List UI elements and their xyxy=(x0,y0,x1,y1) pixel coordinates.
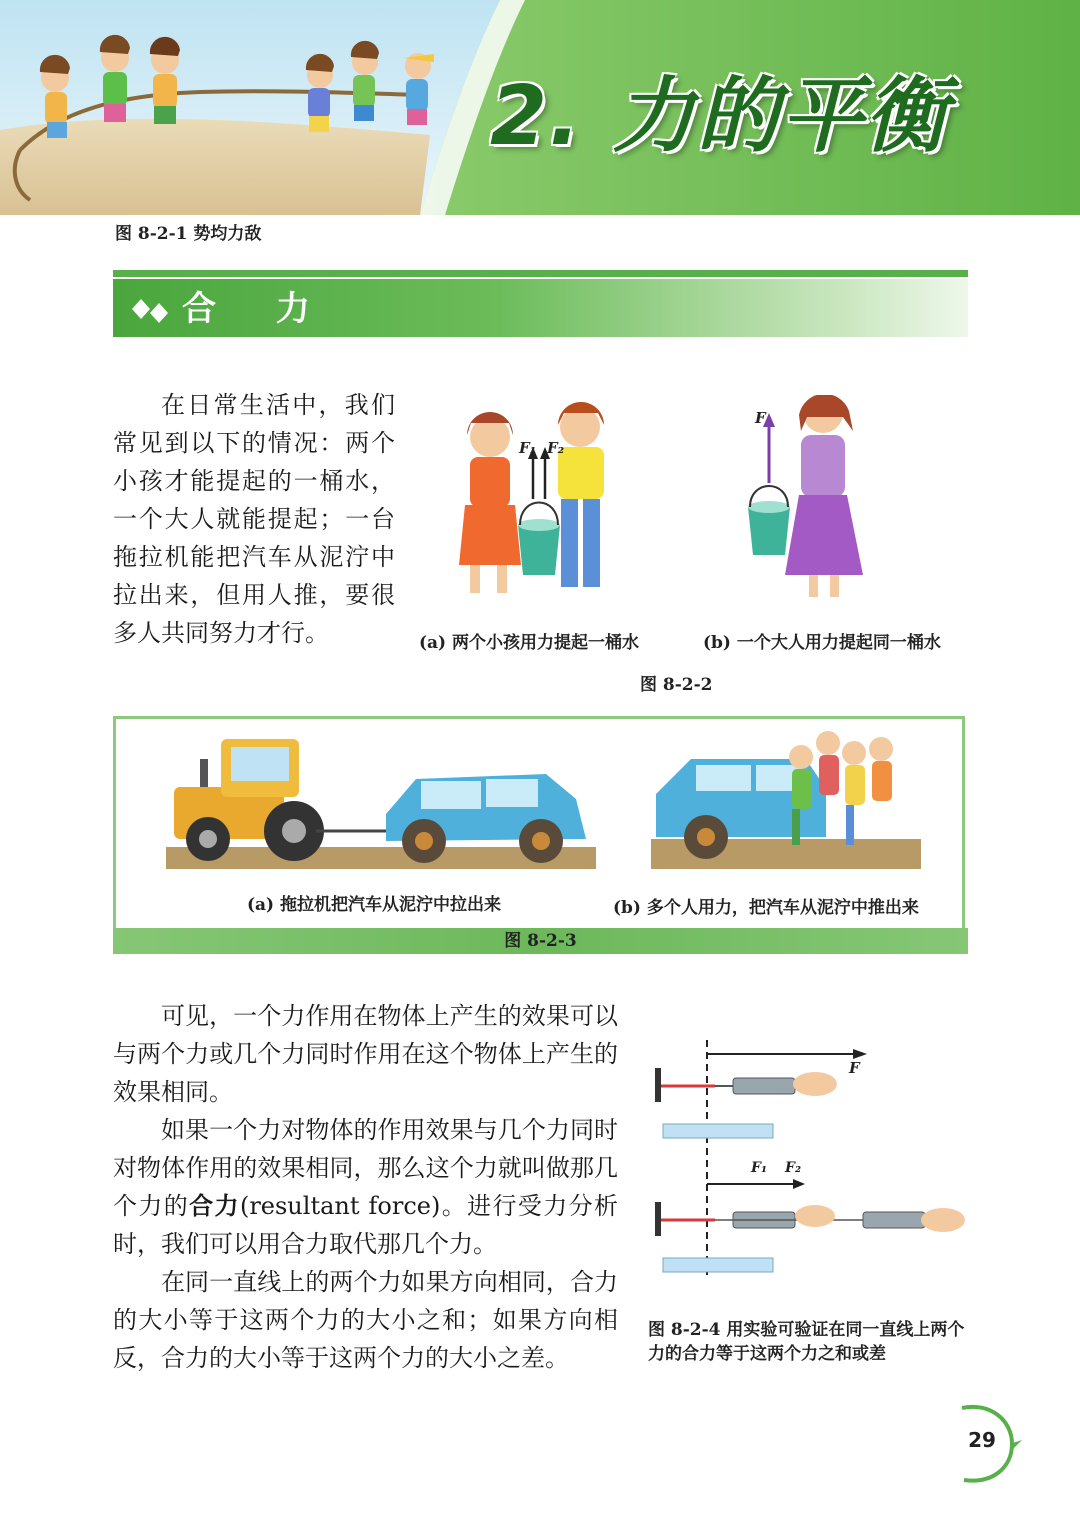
force-label-f: F xyxy=(755,409,766,427)
diamond-bullet-icon xyxy=(130,293,174,325)
bucket-lifting-illustration xyxy=(415,395,975,625)
section-title: 合 力 xyxy=(182,289,334,329)
tractor-and-car-illustration xyxy=(116,719,962,919)
spring-scale-experiment-diagram xyxy=(645,1040,975,1290)
intro-paragraph: 在日常生活中，我们常见到以下的情况：两个小孩才能提起的一桶水，一个大人就能提起；一台拖拉机能把汽车从泥泞中拉出来，但用人推，要很多人共同努力才行。 xyxy=(113,391,395,647)
paragraph-2-lead: 如果一个力对物体的作用效果与几个力同时对物体作用的效果相同，那么这个力就叫做那几个力的 xyxy=(113,1116,618,1220)
figure-8-2-3a-caption: (a) 拖拉机把汽车从泥泞中拉出来 xyxy=(247,895,502,915)
paragraph-2 xyxy=(113,1111,618,1263)
figure-8-2-2a-caption: (a) 两个小孩用力提起一桶水 xyxy=(419,633,640,653)
figure-8-2-4-caption: 图 8-2-4 用实验可验证在同一直线上两个力的合力等于这两个力之和或差 xyxy=(648,1320,965,1364)
paragraph-1: 可见，一个力作用在物体上产生的效果可以与两个力或几个力同时作用在这个物体上产生的效果相同。 xyxy=(113,1002,618,1106)
force-label-f1: F₁ xyxy=(519,439,537,457)
main-text-block xyxy=(113,997,618,1377)
label-f: F xyxy=(849,1059,860,1077)
figure-8-2-4 xyxy=(645,1040,975,1290)
figure-8-2-3b-caption: (b) 多个人用力，把汽车从泥泞中推出来 xyxy=(613,898,919,918)
label-f2: F₂ xyxy=(785,1160,802,1176)
term-resultant-force: 合力 xyxy=(189,1191,240,1220)
figure-8-2-3-label: 图 8-2-3 xyxy=(504,931,577,951)
chapter-title: 2. 力的平衡 xyxy=(490,69,949,164)
figure-8-2-2b-caption: (b) 一个大人用力提起同一桶水 xyxy=(703,633,941,653)
intro-text-block xyxy=(113,386,395,652)
figure-8-2-3-frame xyxy=(113,716,965,952)
figure-8-2-1-caption: 图 8-2-1 势均力敌 xyxy=(115,224,262,244)
paragraph-3: 在同一直线上的两个力如果方向相同，合力的大小等于这两个力的大小之和；如果方向相反，合力的大小等于这两个力的大小之差。 xyxy=(113,1268,618,1372)
force-label-f2: F₂ xyxy=(547,439,565,457)
label-f1: F₁ xyxy=(751,1160,768,1176)
figure-8-2-2-label: 图 8-2-2 xyxy=(640,675,713,695)
section-bar-top-line xyxy=(113,270,968,277)
page-number: 29 xyxy=(968,1428,996,1452)
paragraph-2-tail: (resultant force)。进行受力分析时，我们可以用合力取代那几个力。 xyxy=(113,1192,619,1258)
